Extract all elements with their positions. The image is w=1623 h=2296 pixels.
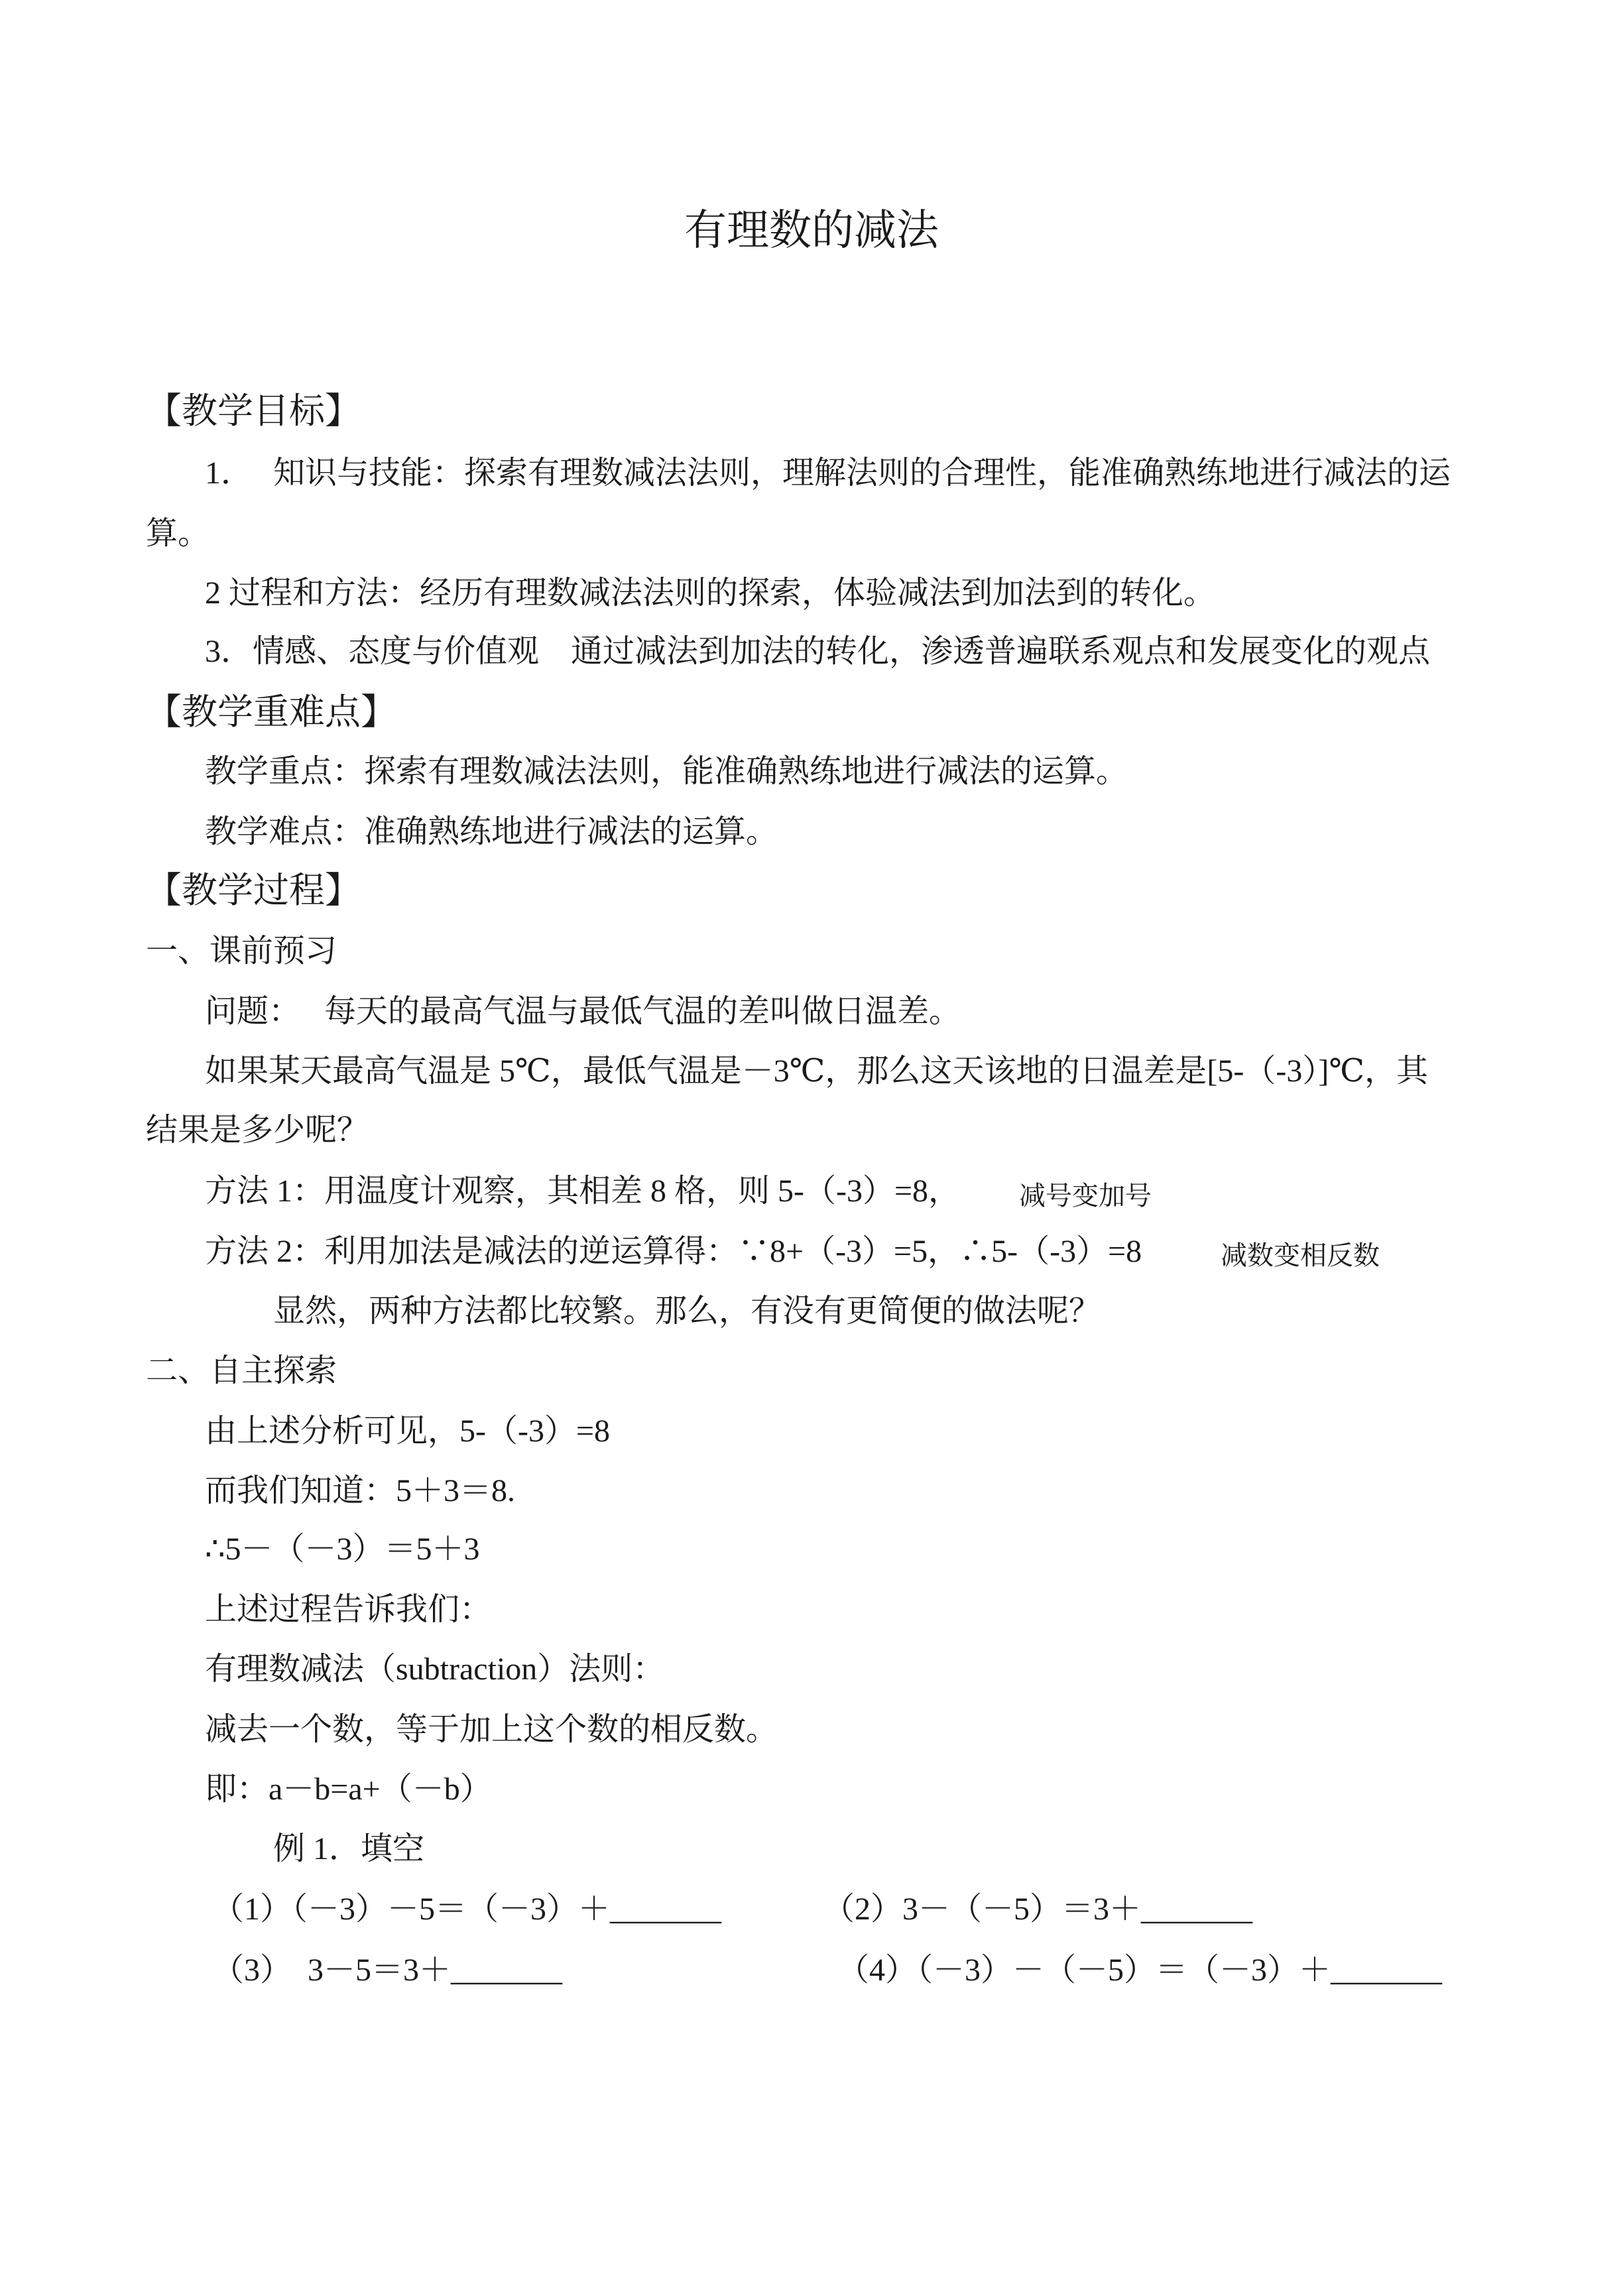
preview-question: 问题： 每天的最高气温与最低气温的差叫做日温差。: [205, 994, 961, 1029]
example-item-2: （2）3－（－5）＝3＋_______: [823, 1892, 1253, 1927]
exploration-line: 而我们知道：5＋3＝8.: [205, 1473, 516, 1508]
subsection-heading-exploration: 二、自主探索: [146, 1353, 337, 1388]
method-1-text: 方法 1：用温度计观察，其相差 8 格，则 5-（-3）=8，: [205, 1174, 961, 1209]
preview-remark: 显然，两种方法都比较繁。那么，有没有更简便的做法呢？: [273, 1294, 1101, 1329]
example-item-4: （4）（－3）－（－5）＝（－3）＋_______: [837, 1953, 1443, 1988]
example-item-3: （3） 3－5＝3＋_______: [212, 1953, 563, 1988]
goal-2-text: 2 过程和方法：经历有理数减法法则的探索，体验减法到加法到的转化。: [205, 575, 1216, 611]
section-heading-teaching-goals: 【教学目标】: [146, 391, 361, 431]
subtraction-rule-title: 有理数减法（subtraction）法则：: [205, 1652, 665, 1687]
exploration-line: ∴5－（－3）＝5＋3: [205, 1532, 480, 1567]
subsection-heading-preview: 一、课前预习: [146, 934, 337, 969]
exploration-line: 由上述分析可见，5-（-3）=8: [205, 1414, 611, 1449]
goal-1-continuation: 算。: [146, 516, 210, 551]
method-2-annotation: 减数变相反数: [1221, 1240, 1380, 1270]
subtraction-rule-formula: 即：a－b=a+（－b）: [205, 1772, 492, 1807]
document-title: 有理数的减法: [684, 207, 939, 254]
goal-3-text: 3．情感、态度与价值观 通过减法到加法的转化，渗透普遍联系观点和发展变化的观点: [205, 634, 1431, 669]
goal-1-text: 知识与技能：探索有理数减法法则，理解法则的合理性，能准确熟练地进行减法的运: [273, 455, 1451, 491]
subtraction-rule-statement: 减去一个数，等于加上这个数的相反数。: [205, 1712, 778, 1747]
preview-problem-line-2: 结果是多少呢？: [146, 1113, 369, 1148]
preview-problem-line-1: 如果某天最高气温是 5℃，最低气温是－3℃，那么这天该地的日温差是[5-（-3）]℃，其: [205, 1054, 1429, 1089]
exploration-line: 上述过程告诉我们：: [205, 1592, 492, 1627]
method-2-text: 方法 2：利用加法是减法的逆运算得：∵8+（-3）=5，∴5-（-3）=8: [205, 1234, 1142, 1269]
section-heading-teaching-process: 【教学过程】: [146, 871, 361, 910]
method-1-annotation: 减号变加号: [1019, 1181, 1152, 1211]
key-point-focus: 教学重点：探索有理数减法法则，能准确熟练地进行减法的运算。: [205, 754, 1128, 789]
example-item-1: （1）（－3）－5＝（－3）＋_______: [212, 1892, 722, 1927]
example-title: 例 1．填空: [273, 1831, 425, 1866]
section-heading-key-points: 【教学重难点】: [146, 692, 396, 732]
goal-1-number: 1．: [205, 455, 253, 491]
key-point-difficulty: 教学难点：准确熟练地进行减法的运算。: [205, 814, 778, 849]
